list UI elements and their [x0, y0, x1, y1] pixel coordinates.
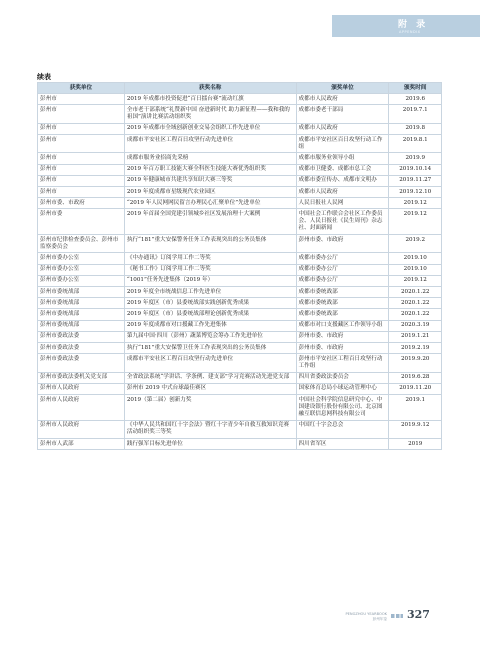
winner-cell: 彭州市委统战部	[38, 298, 125, 309]
table-row	[38, 175, 442, 186]
table-row	[38, 264, 442, 275]
table-row	[38, 209, 442, 235]
winner-cell: 彭州市委统战部	[38, 320, 125, 331]
yearbook-mark-cn: 彭州年鉴	[372, 616, 387, 621]
table-row	[38, 187, 442, 198]
award-cell: 2019 年度成都市星级现代农业园区	[124, 187, 296, 198]
table-row	[38, 235, 442, 253]
date-cell: 2019.11.20	[389, 383, 442, 394]
winner-cell: 彭州市	[38, 94, 125, 105]
award-cell: 《中华人民共和国红十字会法》暨红十字青少年自救互救知识竞赛活动组织奖三等奖	[124, 420, 296, 438]
award-cell: 第九届中国·四川（彭州）蔬菜博览会筹办工作先进单位	[124, 331, 296, 342]
table-row	[38, 253, 442, 264]
issuer-cell: 成都市委办公厅	[296, 264, 389, 275]
awards-table	[37, 82, 442, 450]
award-cell: 成都市平安社区工程百日攻坚行动先进单位	[124, 135, 296, 153]
award-cell: 全市老干部系统“礼赞新中国 奋进新时代 助力新征程——我和我的祖国”演讲比赛活动组织奖	[124, 105, 296, 123]
issuer-cell: 四川省委政法委员会	[296, 372, 389, 383]
winner-cell: 彭州市	[38, 135, 125, 153]
table-row	[38, 320, 442, 331]
issuer-cell: 成都市人民政府	[296, 123, 389, 134]
issuer-cell: 彭州市委、市政府	[296, 331, 389, 342]
yearbook-mark	[327, 612, 387, 621]
award-cell: “1001”任务先进集体（2019 年）	[124, 275, 296, 286]
award-cell: 执行“181”重大安保警卫任务工作表现突出的公务员集体	[124, 343, 296, 354]
winner-cell: 彭州市委办公室	[38, 264, 125, 275]
issuer-cell: 成都市委统战部	[296, 309, 389, 320]
table-row	[38, 420, 442, 438]
award-cell: 成都市平安社区工程百日攻坚行动先进单位	[124, 354, 296, 372]
date-cell: 2019.10.14	[389, 164, 442, 175]
winner-cell: 彭州市委办公室	[38, 253, 125, 264]
table-row	[38, 287, 442, 298]
column-header-date: 颁奖时间	[389, 83, 442, 94]
winner-cell: 彭州市人民政府	[38, 420, 125, 438]
table-row	[38, 123, 442, 134]
table-row	[38, 94, 442, 105]
issuer-cell: 中国社会工作联合会社区工作委员会、人民日报社《民生周刊》杂志社、封面新闻	[296, 209, 389, 235]
date-cell: 2020.1.22	[389, 309, 442, 320]
table-row	[38, 354, 442, 372]
winner-cell: 彭州市人武部	[38, 439, 125, 450]
date-cell: 2019.8	[389, 123, 442, 134]
award-cell: 2019 年成都市投资促进“百日擂台赛”流动红旗	[124, 94, 296, 105]
table-row	[38, 298, 442, 309]
award-cell: 《秘书工作》订阅学用工作二等奖	[124, 264, 296, 275]
column-header-award: 获奖名称	[124, 83, 296, 94]
table-row	[38, 383, 442, 394]
appendix-subtitle: APPENDIX	[399, 30, 421, 34]
table-row	[38, 198, 442, 209]
date-cell: 2019.7.1	[389, 105, 442, 123]
winner-cell: 彭州市	[38, 123, 125, 134]
footer-ornament	[391, 614, 403, 618]
winner-cell: 彭州市委、市政府	[38, 198, 125, 209]
date-cell: 2019.10	[389, 264, 442, 275]
date-cell: 2019.8.1	[389, 135, 442, 153]
table-row	[38, 275, 442, 286]
winner-cell: 彭州市	[38, 153, 125, 164]
issuer-cell: 成都市人民政府	[296, 94, 389, 105]
issuer-cell: 四川省军区	[296, 439, 389, 450]
date-cell: 2019.1.21	[389, 331, 442, 342]
table-row	[38, 331, 442, 342]
winner-cell: 彭州市委	[38, 209, 125, 235]
winner-cell: 彭州市委统战部	[38, 287, 125, 298]
award-cell: 2019 年成都市全域创新创业交易会组织工作先进单位	[124, 123, 296, 134]
issuer-cell: 成都市人民政府	[296, 187, 389, 198]
yearbook-mark-en: PENGZHOU YEARBOOK	[345, 612, 387, 616]
winner-cell: 彭州市人民政府	[38, 383, 125, 394]
issuer-cell: 成都市服务业领导小组	[296, 153, 389, 164]
date-cell: 2019	[389, 439, 442, 450]
issuer-cell: 成都市委统战部	[296, 298, 389, 309]
winner-cell: 彭州市委办公室	[38, 275, 125, 286]
date-cell: 2019.2.19	[389, 343, 442, 354]
date-cell: 2019.12	[389, 209, 442, 235]
issuer-cell: 中国红十字会总会	[296, 420, 389, 438]
issuer-cell: 彭州市委、市政府	[296, 343, 389, 354]
date-cell: 2019.9.20	[389, 354, 442, 372]
award-cell: 2019 年度成都市对口援藏工作先进集体	[124, 320, 296, 331]
table-row	[38, 372, 442, 383]
table-header-row	[38, 83, 442, 94]
date-cell: 2019.6.28	[389, 372, 442, 383]
issuer-cell: 成都市委办公厅	[296, 253, 389, 264]
winner-cell: 彭州市委政法委	[38, 331, 125, 342]
column-header-winner: 获奖单位	[38, 83, 125, 94]
issuer-cell: 中国社会科学院信息研究中心、中国建设银行股份有限公司、北京图融互联信息网科技有限公司	[296, 395, 389, 421]
table-continued-label: 续表	[37, 72, 51, 81]
appendix-title: 附 录	[398, 20, 429, 30]
issuer-cell: 成都市卫健委、成都市总工会	[296, 164, 389, 175]
date-cell: 2019.9	[389, 153, 442, 164]
column-header-issuer: 颁奖单位	[296, 83, 389, 94]
date-cell: 2019.12	[389, 198, 442, 209]
date-cell: 2019.11.27	[389, 175, 442, 186]
issuer-cell: 成都市对口支援藏区工作领导小组	[296, 320, 389, 331]
table-row	[38, 439, 442, 450]
winner-cell: 彭州市纪律检查委员会、彭州市监察委员会	[38, 235, 125, 253]
date-cell: 2019.6	[389, 94, 442, 105]
award-cell: 2019 年健康城市共建共享知识大赛三等奖	[124, 175, 296, 186]
winner-cell: 彭州市委政法委	[38, 343, 125, 354]
issuer-cell: 国家体育总局小球运动管理中心	[296, 383, 389, 394]
issuer-cell: 成都市委统战部	[296, 287, 389, 298]
winner-cell: 彭州市	[38, 175, 125, 186]
issuer-cell: 成都市委宣传办、成都市文明办	[296, 175, 389, 186]
award-cell: 2019 年首届全国党建引领城乡社区发展治理十大案例	[124, 209, 296, 235]
date-cell: 2019.2	[389, 235, 442, 253]
issuer-cell: 人民日报社人民网	[296, 198, 389, 209]
date-cell: 2019.12.10	[389, 187, 442, 198]
table-row	[38, 309, 442, 320]
award-cell: 2019 年度区（市）县委统战部实践创新优秀成果	[124, 298, 296, 309]
date-cell: 2019.12	[389, 275, 442, 286]
winner-cell: 彭州市	[38, 105, 125, 123]
page-number: 327	[407, 608, 430, 621]
date-cell: 2020.1.22	[389, 298, 442, 309]
issuer-cell: 彭州市平安社区工程百日攻坚行动工作组	[296, 354, 389, 372]
winner-cell: 彭州市人民政府	[38, 395, 125, 421]
award-cell: 全省政法系统“学讲话、学条例、建支部”学习竞赛活动先进党支部	[124, 372, 296, 383]
table-row	[38, 135, 442, 153]
award-cell: 《中办通讯》订阅学用工作二等奖	[124, 253, 296, 264]
winner-cell: 彭州市委政法委	[38, 354, 125, 372]
award-cell: 2019 年度全市统战信息工作先进单位	[124, 287, 296, 298]
winner-cell: 彭州市委统战部	[38, 309, 125, 320]
award-cell: 2019 年度区（市）县委统战部理论创新优秀成果	[124, 309, 296, 320]
date-cell: 2019.10	[389, 253, 442, 264]
issuer-cell: 彭州市委、市政府	[296, 235, 389, 253]
table-row	[38, 343, 442, 354]
date-cell: 2020.1.22	[389, 287, 442, 298]
winner-cell: 彭州市委政法委机关党支部	[38, 372, 125, 383]
table-row	[38, 164, 442, 175]
winner-cell: 彭州市	[38, 187, 125, 198]
award-cell: 成都市服务业招商先采榜	[124, 153, 296, 164]
table-row	[38, 153, 442, 164]
award-cell: 2019 年百万职工技能大赛全科医生技能大赛优秀组织奖	[124, 164, 296, 175]
award-cell: 执行“181”重大安保警务任务工作表现突出的公务员集体	[124, 235, 296, 253]
award-cell: 2019（第二届）创新力奖	[124, 395, 296, 421]
date-cell: 2020.3.19	[389, 320, 442, 331]
issuer-cell: 成都市平安社区百日攻坚行动工作组	[296, 135, 389, 153]
award-cell: 彭州市 2019 中式台球最佳赛区	[124, 383, 296, 394]
table-body	[38, 94, 442, 450]
date-cell: 2019.9.12	[389, 420, 442, 438]
issuer-cell: 成都市委老干部局	[296, 105, 389, 123]
table-header	[38, 83, 442, 94]
date-cell: 2019.1	[389, 395, 442, 421]
table-row	[38, 395, 442, 421]
award-cell: “2019 年人民网网民留言办理民心汇聚单位”先进单位	[124, 198, 296, 209]
winner-cell: 彭州市	[38, 164, 125, 175]
table-row	[38, 105, 442, 123]
award-cell: 践行强军目标先进单位	[124, 439, 296, 450]
issuer-cell: 成都市委办公厅	[296, 275, 389, 286]
